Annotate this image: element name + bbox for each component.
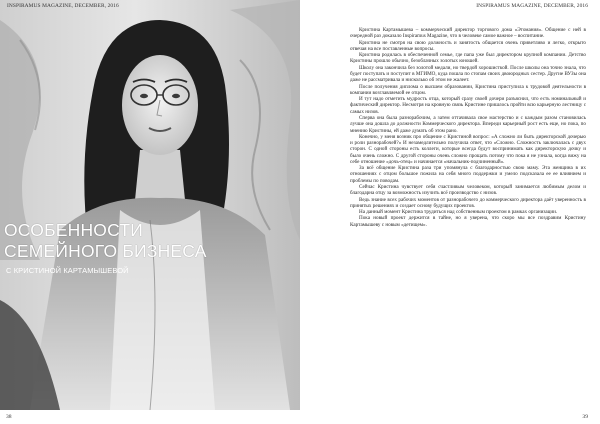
paragraph: Кристина не смотря на свою должность и занятость общается очень приветливо и легко, открыто отвечая на все поставленные вопросы. xyxy=(350,39,586,52)
paragraph: Сперва она была разнорабочим, а затем оттачивала свое мастерство и с каждым разом становилась лучше она дошла до должности Коммерческого директора. Впереди карьерный рост есть еще, но пока, по мнению Кристины, ей даже думать об этом рано. xyxy=(350,114,586,134)
page-number-right: 39 xyxy=(582,414,588,420)
paragraph: Сейчас Кристина чувствует себя счастливым человеком, который занимается любимым делом и благодарна отцу за возможность изучить всё производство с низов. xyxy=(350,184,586,197)
paragraph: После получения диплома о высшем образовании, Кристина приступила к трудовой деятельности в компании возглавляемой ее отцом. xyxy=(350,83,586,96)
paragraph: Пока новый проект держится в тайне, но я уверена, что скоро мы все поздравим Кристину Картамышеву с новым «детищем». xyxy=(350,215,586,228)
article-title xyxy=(4,220,207,261)
article-subtitle: С КРИСТИНОЙ КАРТАМЫШЕВОЙ xyxy=(6,266,129,275)
paragraph: Кристина Картамышева – коммерческий директор торгового дома «Этомания». Общение с ней в очередной раз доказало Inspiramus Magazine, что в человеке самое важное – воспитание. xyxy=(350,27,586,40)
paragraph: Кристина родилась в обеспеченной семье, где папа уже был директором крупной компании. Детство Кристины прошло обычно, безоблачных золотых юношей. xyxy=(350,52,586,65)
right-page-header: INSPIRAMUS MAGAZINE, DECEMBER, 2016 xyxy=(476,3,588,9)
portrait-illustration xyxy=(0,0,300,410)
paragraph: Школу она закончила без золотой медали, но твердой хорошисткой. После школы она точно знала, что будет поступать и поступит в МГИМО, куда пошла по стопам своих двоюродных сестер. Другие ВУЗы она даже не рассматривала и нисколько об этом не жалеет. xyxy=(350,64,586,84)
paragraph: За всё общение Кристина раза три упомянула с благодарностью свою маму. Эта женщина в их отношениях с отцом большое пожила на себя много поддержки и умело подсказала ее ее влиянием и проблемы по поводам. xyxy=(350,165,586,184)
paragraph: Ведь знание всех рабочих моментов от разнорабочего до коммерческого директора даёт уверенность в принятых решениях и создает основу будущих проектов. xyxy=(350,196,586,209)
portrait-photo xyxy=(0,0,300,410)
right-page xyxy=(300,0,600,424)
page-number-left: 38 xyxy=(6,414,12,420)
paragraph: Конечно, у меня возник про общение с Кристиной вопрос: «А сложно ли быть директорской дочерью и роли разнорабочей?» И незамедлительно получила ответ, что «Сложно. Сложность заключалась с двух сторон. С одной стороны есть коллеги, которые всегда будут воспринимать как директорскую дочку и было очень сложно. С другой стороны очень сложно прощать потому что пока я не узнала, когда вижу на себе отношение «дочь-отец» и начинается «начальник-подчиненный». xyxy=(350,133,586,165)
paragraph: На данный момент Кристина трудиться над собственным проектом в рамках организации. xyxy=(359,209,558,216)
article-title-line: СЕМЕЙНОГО БИЗНЕСА xyxy=(4,240,207,261)
left-page-header: INSPIRAMUS MAGAZINE, DECEMBER, 2016 xyxy=(7,3,119,9)
article-body xyxy=(350,27,586,228)
paragraph: И тут надо отметить мудрость отца, который сразу своей дочери разъяснил, что есть номинальный и фактический директор. Несмотря на кровную связь Кристине пришлось пройти всю карьерную лестницу с самых низов. xyxy=(350,96,586,115)
article-title-line: ОСОБЕННОСТИ xyxy=(4,220,144,240)
